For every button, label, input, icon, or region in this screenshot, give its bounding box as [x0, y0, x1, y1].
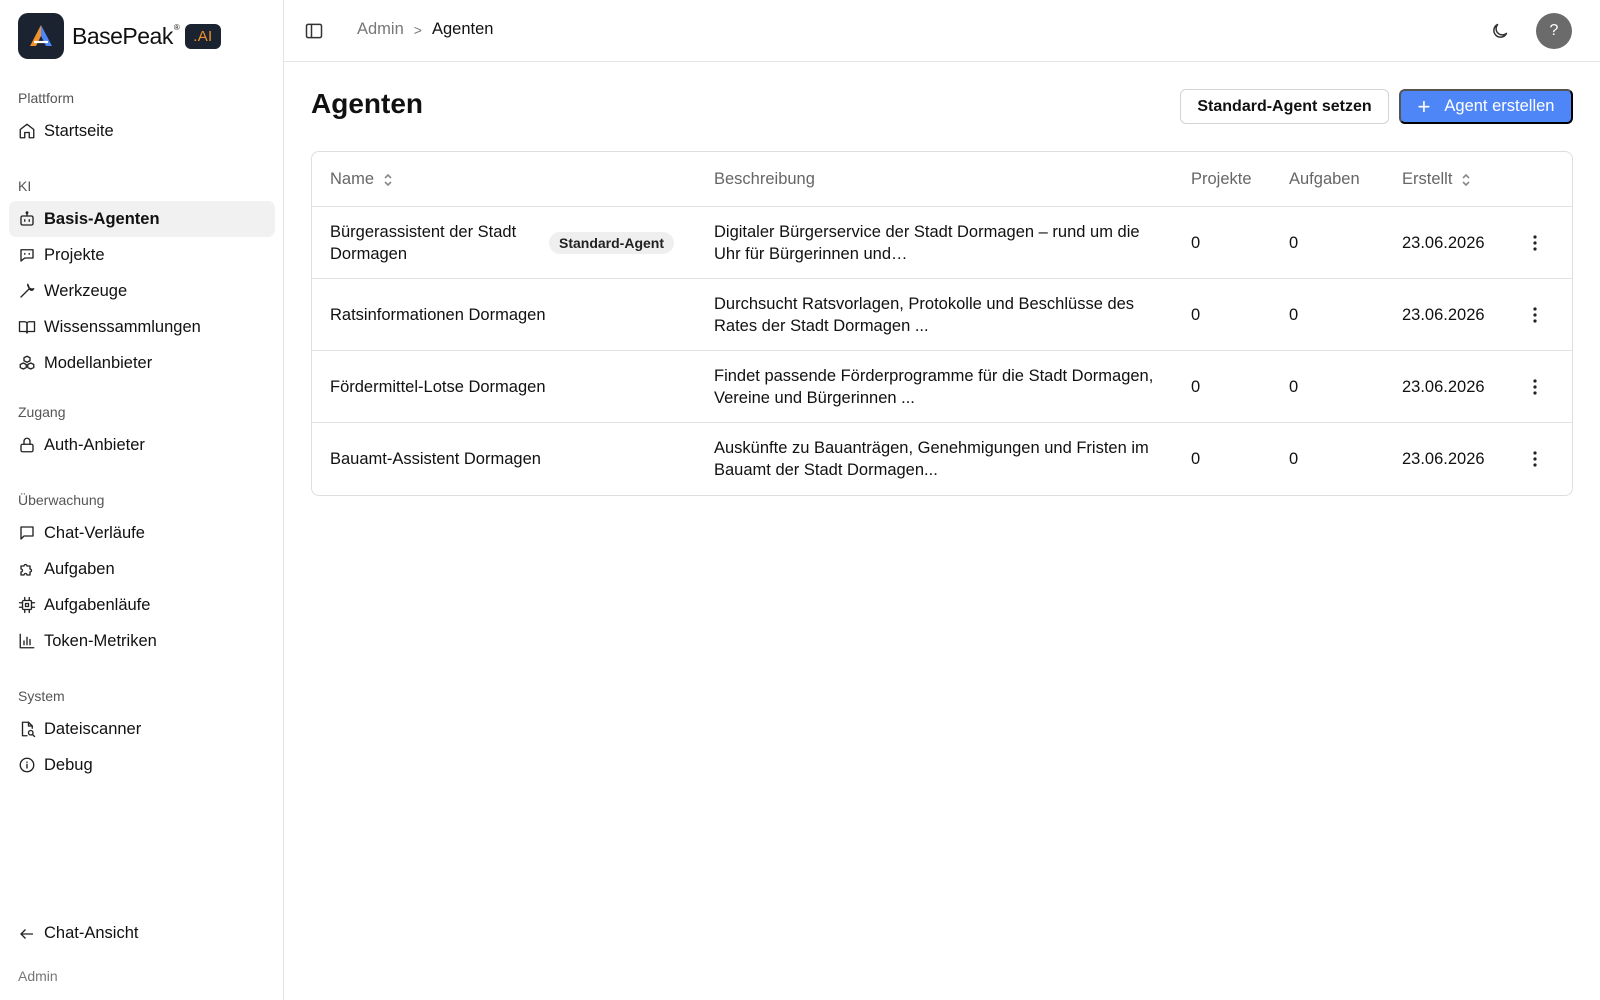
info-icon	[18, 756, 36, 774]
panel-left-icon	[304, 21, 324, 41]
agent-created-date: 23.06.2026	[1402, 450, 1485, 468]
chat-view-label: Chat-Ansicht	[44, 924, 139, 942]
table-header	[312, 152, 1572, 207]
agent-name: Fördermittel-Lotse Dormagen	[330, 377, 546, 396]
breadcrumb-admin[interactable]: Admin	[357, 20, 404, 38]
sidebar-item-label: Aufgabenläufe	[44, 595, 151, 614]
sidebar-item-label: Auth-Anbieter	[44, 435, 145, 454]
message-bot-icon	[18, 246, 36, 264]
brand-logo-icon	[18, 13, 64, 59]
sidebar-item-startseite[interactable]	[9, 113, 275, 149]
agent-description: Digitaler Bürgerservice der Stadt Dormagen – rund um die Uhr für Bürgerinnen und…	[714, 222, 1140, 263]
section-title: KI	[18, 178, 32, 194]
create-agent-label: Agent erstellen	[1444, 97, 1555, 115]
column-header-label: Projekte	[1191, 170, 1252, 188]
create-agent-button[interactable]	[1399, 89, 1573, 124]
book-icon	[18, 318, 36, 336]
cpu-icon	[18, 596, 36, 614]
agent-name: Bürgerassistent der Stadt Dormagen	[330, 222, 517, 263]
column-header-projekte	[1191, 170, 1252, 189]
wrench-icon	[18, 282, 36, 300]
column-header-label: Name	[330, 170, 375, 188]
more-vertical-icon	[1533, 307, 1537, 323]
breadcrumb-current: Agenten	[431, 20, 494, 38]
column-header-label: Erstellt	[1402, 170, 1453, 188]
row-actions-button[interactable]	[1525, 233, 1545, 253]
brand-badge: .AI	[185, 24, 220, 49]
puzzle-icon	[18, 560, 36, 578]
sidebar-item-aufgaben[interactable]	[9, 551, 275, 587]
sidebar-item-label: Basis-Agenten	[44, 209, 160, 228]
theme-toggle-button[interactable]	[1490, 21, 1510, 41]
agents-table	[311, 151, 1573, 496]
row-actions-button[interactable]	[1525, 305, 1545, 325]
agent-tasks-count: 0	[1289, 450, 1299, 468]
chat-icon	[18, 524, 36, 542]
agent-projects-count: 0	[1191, 377, 1201, 396]
nav-section-ueberwachung	[0, 490, 284, 659]
sidebar-item-label: Token-Metriken	[44, 631, 157, 650]
sidebar-item-chat-verlaeufe[interactable]	[9, 515, 275, 551]
more-vertical-icon	[1533, 451, 1537, 467]
agent-tasks-count: 0	[1289, 233, 1299, 252]
home-icon	[18, 122, 36, 140]
chat-view-link[interactable]	[18, 924, 138, 943]
sidebar-item-label: Projekte	[44, 245, 105, 264]
sort-icon	[1460, 172, 1472, 188]
default-agent-badge: Standard-Agent	[549, 232, 674, 254]
sidebar-item-auth-anbieter[interactable]	[9, 427, 275, 463]
row-actions-button[interactable]	[1525, 449, 1545, 469]
column-header-label: Beschreibung	[714, 170, 815, 188]
table-row[interactable]	[312, 207, 1572, 279]
table-row[interactable]	[312, 423, 1572, 495]
sidebar-item-modellanbieter[interactable]	[9, 345, 275, 381]
set-default-agent-button[interactable]: Standard-Agent setzen	[1180, 89, 1389, 124]
agent-description: Findet passende Förderprogramme für die Stadt Dormagen, Vereine und Bürgerinnen ...	[714, 366, 1154, 407]
sidebar-item-label: Startseite	[44, 121, 114, 140]
column-header-label: Aufgaben	[1289, 170, 1360, 188]
agent-name: Bauamt-Assistent Dormagen	[330, 450, 541, 468]
column-header-name[interactable]	[330, 170, 394, 189]
row-actions-button[interactable]	[1525, 377, 1545, 397]
more-vertical-icon	[1533, 379, 1537, 395]
sidebar-item-werkzeuge[interactable]	[9, 273, 275, 309]
section-title: Zugang	[18, 404, 66, 420]
breadcrumb	[357, 20, 493, 39]
sidebar-item-label: Chat-Verläufe	[44, 523, 145, 542]
sidebar-item-label: Aufgaben	[44, 559, 115, 578]
sidebar-toggle-button[interactable]	[304, 21, 324, 41]
more-vertical-icon	[1533, 235, 1537, 251]
agent-projects-count: 0	[1191, 305, 1201, 324]
breadcrumb-separator: >	[413, 21, 422, 38]
agent-created-date: 23.06.2026	[1402, 377, 1485, 396]
sidebar-item-token-metriken[interactable]	[9, 623, 275, 659]
moon-icon	[1490, 21, 1510, 41]
file-scan-icon	[18, 720, 36, 738]
sidebar-item-label: Wissenssammlungen	[44, 317, 201, 336]
section-title: Überwachung	[18, 492, 105, 508]
arrow-left-icon	[18, 925, 36, 943]
topbar	[284, 0, 1600, 62]
page-title: Agenten	[311, 88, 423, 119]
column-header-aufgaben	[1289, 170, 1360, 189]
sidebar-item-wissenssammlungen[interactable]	[9, 309, 275, 345]
nav-section-zugang	[0, 402, 284, 463]
table-row[interactable]	[312, 351, 1572, 423]
table-row[interactable]	[312, 279, 1572, 351]
bot-icon	[18, 210, 36, 228]
sidebar-item-label: Debug	[44, 755, 93, 774]
nav-section-ki	[0, 176, 284, 381]
brand-name: BasePeak®	[72, 22, 180, 49]
agent-created-date: 23.06.2026	[1402, 305, 1485, 324]
agent-description: Durchsucht Ratsvorlagen, Protokolle und Beschlüsse des Rates der Stadt Dormagen ...	[714, 294, 1135, 335]
section-title: Plattform	[18, 90, 75, 106]
nav-section-system	[0, 686, 284, 783]
lock-icon	[18, 436, 36, 454]
boxes-icon	[18, 354, 36, 372]
agent-name: Ratsinformationen Dormagen	[330, 305, 546, 324]
sidebar-item-projekte[interactable]	[9, 237, 275, 273]
sidebar-item-label: Dateiscanner	[44, 719, 142, 738]
sidebar-item-label: Werkzeuge	[44, 281, 128, 300]
footer-role-label: Admin	[18, 968, 58, 984]
bar-chart-icon	[18, 632, 36, 650]
column-header-erstellt[interactable]	[1402, 170, 1472, 189]
agent-created-date: 23.06.2026	[1402, 233, 1485, 252]
sidebar-item-debug[interactable]	[9, 747, 275, 783]
agent-tasks-count: 0	[1289, 377, 1299, 396]
agent-projects-count: 0	[1191, 450, 1201, 468]
sidebar-item-basis-agenten[interactable]	[9, 201, 275, 237]
column-header-beschreibung	[714, 170, 815, 189]
sidebar	[0, 0, 284, 1000]
agent-tasks-count: 0	[1289, 305, 1299, 324]
plus-icon: +	[1417, 93, 1431, 119]
agent-projects-count: 0	[1191, 233, 1201, 252]
sidebar-item-aufgabenlaeufe[interactable]	[9, 587, 275, 623]
sidebar-item-label: Modellanbieter	[44, 353, 153, 372]
nav-section-plattform	[0, 88, 284, 149]
agent-description: Auskünfte zu Bauanträgen, Genehmigungen und Fristen im Bauamt der Stadt Dormagen...	[714, 439, 1149, 479]
sort-icon	[382, 172, 394, 188]
help-avatar-button[interactable]: ?	[1536, 13, 1572, 49]
section-title: System	[18, 688, 65, 704]
sidebar-item-dateiscanner[interactable]	[9, 711, 275, 747]
brand[interactable]	[18, 13, 221, 59]
